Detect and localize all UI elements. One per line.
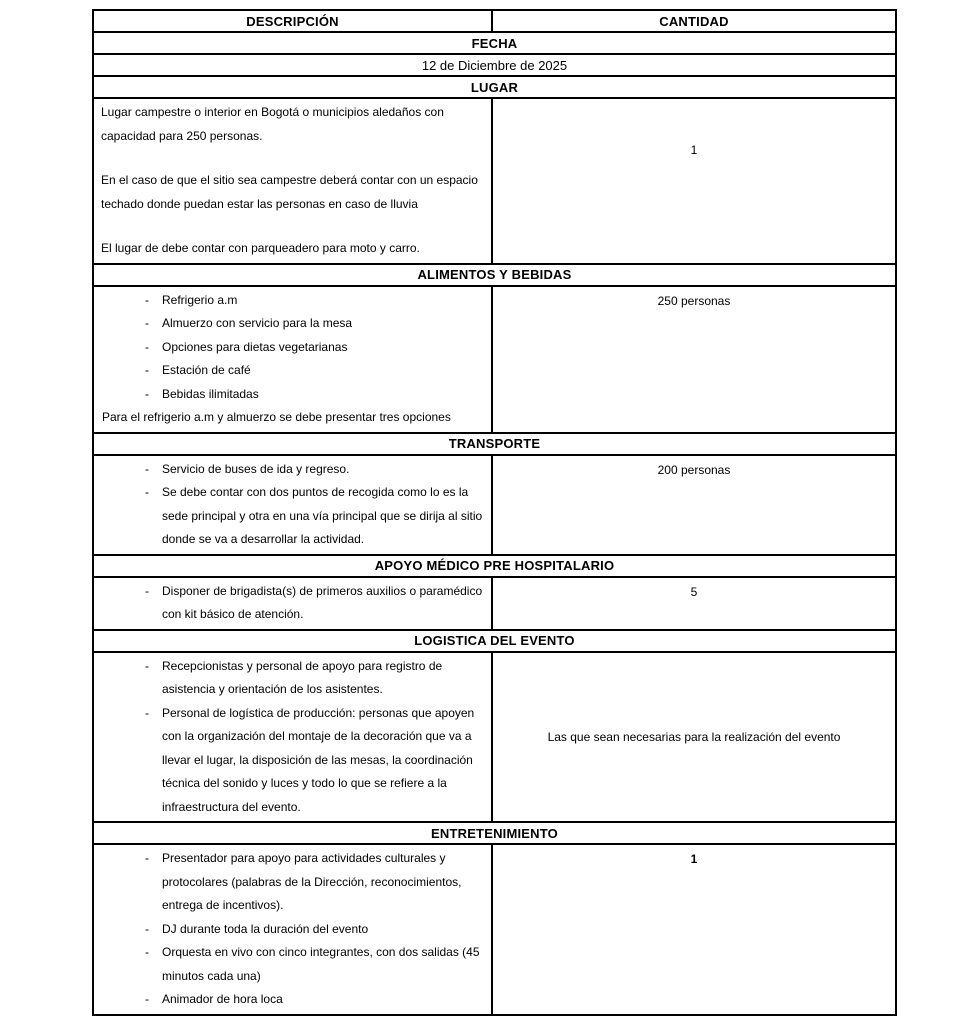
apoyo-medico-body-row (93, 577, 896, 630)
entretenimiento-body-row (93, 844, 896, 1015)
requirements-table (92, 9, 897, 1016)
list-item (101, 289, 486, 313)
transporte-quantity: 200 personas (492, 455, 896, 555)
list-item (101, 580, 486, 627)
section-row-fecha (93, 32, 896, 54)
section-header-logistica: LOGISTICA DEL EVENTO (93, 630, 896, 652)
apoyo-medico-description-cell (93, 577, 492, 630)
logistica-body-row (93, 652, 896, 823)
logistica-description-cell (93, 652, 492, 823)
list-item-text: Bebidas ilimitadas (162, 386, 259, 401)
list-item-text: Opciones para dietas vegetarianas (162, 339, 348, 354)
section-header-alimentos: ALIMENTOS Y BEBIDAS (93, 264, 896, 286)
apoyo-medico-quantity: 5 (492, 577, 896, 630)
section-row-apoyo-medico (93, 555, 896, 577)
section-header-entretenimiento: ENTRETENIMIENTO (93, 822, 896, 844)
lugar-quantity: 1 (492, 98, 896, 264)
list-item-text: Estación de café (162, 363, 251, 377)
fecha-value-row (93, 54, 896, 76)
list-item (101, 312, 486, 336)
column-header-descripcion: DESCRIPCIÓN (93, 10, 492, 32)
list-item (101, 655, 486, 702)
list-item (101, 359, 486, 383)
section-header-lugar: LUGAR (93, 76, 896, 98)
list-item-text: Disponer de brigadista(s) de primeros auxilios o paramédico con kit básico de atención. (162, 583, 483, 621)
list-item-text: Refrigerio a.m (162, 292, 238, 307)
entretenimiento-quantity: 1 (492, 844, 896, 1015)
list-item (101, 383, 486, 407)
list-item (101, 918, 486, 942)
list-item (101, 702, 486, 820)
section-row-alimentos (93, 264, 896, 286)
logistica-quantity: Las que sean necesarias para la realización del evento (492, 652, 896, 823)
lugar-paragraph: Lugar campestre o interior en Bogotá o municipios aledaños con capacidad para 250 personas. (101, 105, 444, 143)
alimentos-body-row (93, 286, 896, 433)
alimentos-note: Para el refrigerio a.m y almuerzo se debe presentar tres opciones (102, 410, 451, 424)
list-item-text: Recepcionistas y personal de apoyo para registro de asistencia y orientación de los asistentes. (162, 658, 443, 696)
list-item-text: Orquesta en vivo con cinco integrantes, con dos salidas (45 minutos cada una) (162, 945, 480, 983)
section-header-transporte: TRANSPORTE (93, 433, 896, 455)
list-item-text: Presentador para apoyo para actividades culturales y protocolares (palabras de la Dirección, reconocimientos, entrega de incentivos). (162, 851, 462, 912)
alimentos-description-cell (93, 286, 492, 433)
list-item (101, 988, 486, 1012)
section-row-logistica (93, 630, 896, 652)
section-header-apoyo-medico: APOYO MÉDICO PRE HOSPITALARIO (93, 555, 896, 577)
section-row-transporte (93, 433, 896, 455)
lugar-body-row (93, 98, 896, 264)
list-item (101, 847, 486, 918)
transporte-body-row (93, 455, 896, 555)
lugar-paragraph: El lugar de debe contar con parqueadero para moto y carro. (101, 241, 420, 255)
lugar-paragraph: En el caso de que el sitio sea campestre deberá contar con un espacio techado donde puedan estar las personas en caso de lluvia (101, 173, 478, 211)
entretenimiento-description-cell (93, 844, 492, 1015)
list-item-text: Servicio de buses de ida y regreso. (162, 461, 350, 476)
list-item (101, 481, 486, 552)
column-header-row (93, 10, 896, 32)
section-row-lugar (93, 76, 896, 98)
list-item-text: Personal de logística de producción: personas que apoyen con la organización del montaje de la decoración que va a llevar el lugar, la disposición de las mesas, la coordinación técnica del sonido y luces y todo lo que se refiere a la infraestructura del evento. (162, 705, 475, 814)
list-item-text: Animador de hora loca (162, 992, 283, 1006)
list-item-text: Almuerzo con servicio para la mesa (162, 316, 353, 330)
lugar-description-cell (93, 98, 492, 264)
list-item (101, 941, 486, 988)
list-item-text: DJ durante toda la duración del evento (162, 921, 369, 936)
fecha-value: 12 de Diciembre de 2025 (93, 54, 896, 76)
list-item (101, 336, 486, 360)
column-header-cantidad: CANTIDAD (492, 10, 896, 32)
section-row-entretenimiento (93, 822, 896, 844)
section-header-fecha: FECHA (93, 32, 896, 54)
list-item-text: Se debe contar con dos puntos de recogida como lo es la sede principal y otra en una vía principal que se dirija al sitio donde se va a desarrollar la actividad. (162, 485, 483, 546)
alimentos-quantity: 250 personas (492, 286, 896, 433)
list-item (101, 458, 486, 482)
transporte-description-cell (93, 455, 492, 555)
